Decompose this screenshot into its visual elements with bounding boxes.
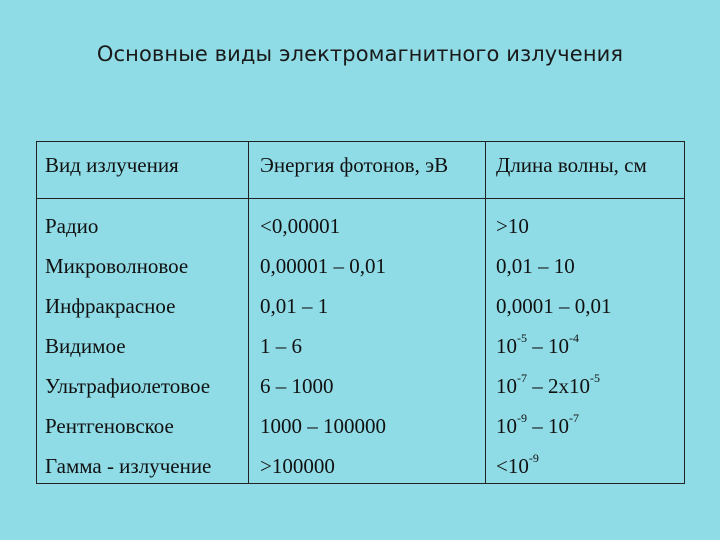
radiation-table — [36, 141, 685, 484]
exponent: -7 — [569, 411, 579, 425]
column-divider-2 — [485, 142, 486, 483]
column-divider-1 — [248, 142, 249, 483]
cell-radiation-type: Ультрафиолетовое — [45, 374, 211, 398]
cell-radiation-type: Гамма - излучение — [45, 454, 212, 478]
cell-wavelength: $10^{-9} - 10^{-7}$ — [496, 411, 579, 438]
cell-radiation-type: Инфракрасное — [45, 294, 176, 318]
exponent: -4 — [569, 331, 579, 345]
cell-radiation-type: Видимое — [45, 334, 126, 358]
cell-photon-energy: 0,00001 – 0,01 — [260, 254, 386, 278]
header-wavelength: Длина волны, см — [496, 153, 647, 177]
cell-wavelength: 0,0001 – 0,01 — [496, 294, 612, 318]
cell-photon-energy: 1000 – 100000 — [260, 414, 386, 438]
cell-radiation-type: Радио — [45, 214, 99, 238]
cell-wavelength: 0,01 – 10 — [496, 254, 575, 278]
exponent: -9 — [528, 451, 539, 465]
cell-wavelength: $10^{-7} - 2х10^{-5}$ — [496, 371, 600, 398]
exponent: -7 — [517, 371, 527, 385]
slide-title: Основные виды электромагнитного излучения — [96, 42, 624, 66]
cell-radiation-type: Рентгеновское — [45, 414, 174, 438]
exponent: -5 — [517, 331, 527, 345]
cell-photon-energy: >100000 — [260, 454, 335, 478]
header-divider — [37, 198, 684, 199]
cell-photon-energy: 0,01 – 1 — [260, 294, 329, 318]
cell-wavelength: >10 — [496, 214, 529, 238]
cell-photon-energy: 6 – 1000 — [260, 374, 334, 398]
cell-photon-energy: 1 – 6 — [260, 334, 302, 358]
header-type: Вид излучения — [45, 153, 179, 177]
exponent: -9 — [517, 411, 527, 425]
exponent: -5 — [590, 371, 600, 385]
cell-photon-energy: <0,00001 — [260, 214, 341, 238]
header-energy: Энергия фотонов, эВ — [260, 153, 449, 177]
cell-radiation-type: Микроволновое — [45, 254, 189, 278]
cell-wavelength: $<10^{-9}$ — [496, 451, 539, 478]
cell-wavelength: $10^{-5} - 10^{-4}$ — [496, 331, 579, 358]
